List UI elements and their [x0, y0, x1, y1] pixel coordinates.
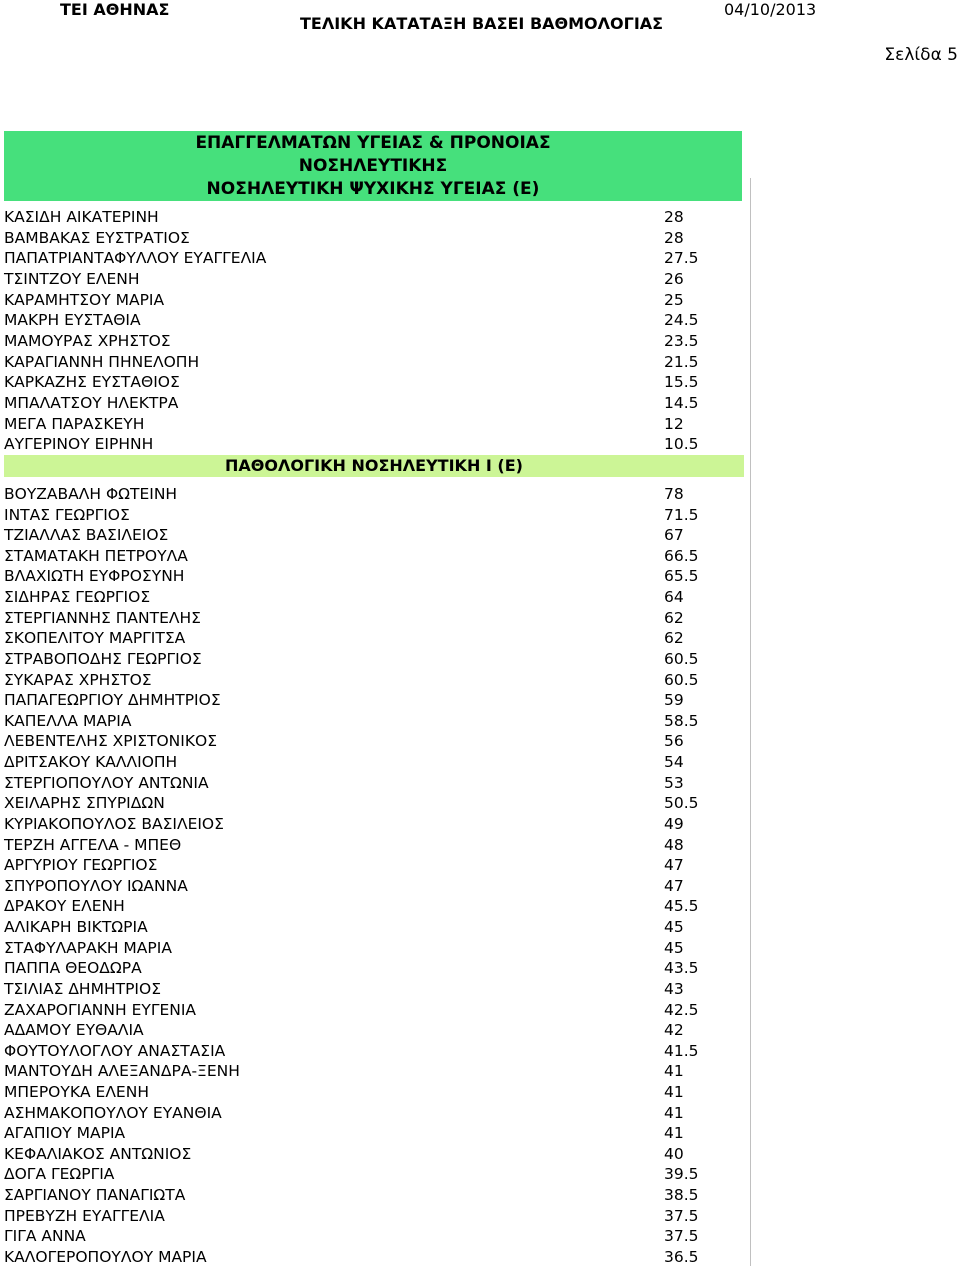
section-heading: ΝΟΣΗΛΕΥΤΙΚΗ ΨΥΧΙΚΗΣ ΥΓΕΙΑΣ (Ε) — [4, 177, 742, 201]
candidate-name: ΑΔΑΜΟΥ ΕΥΘΑΛΙΑ — [4, 1021, 144, 1040]
table-row — [4, 814, 744, 835]
candidate-name: ΙΝΤΑΣ ΓΕΩΡΓΙΟΣ — [4, 505, 130, 524]
candidate-score: 38.5 — [664, 1186, 699, 1205]
table-row — [4, 752, 744, 773]
candidate-score: 37.5 — [664, 1206, 699, 1225]
table-row — [4, 608, 744, 629]
candidate-name: ΔΡΑΚΟΥ ΕΛΕΝΗ — [4, 897, 125, 916]
table-row — [4, 1041, 744, 1062]
table-row — [4, 711, 744, 732]
candidate-name: ΣΤΕΡΓΙΑΝΝΗΣ ΠΑΝΤΕΛΗΣ — [4, 608, 201, 627]
candidate-score: 12 — [664, 414, 684, 433]
candidate-name: ΑΡΓΥΡΙΟΥ ΓΕΩΡΓΙΟΣ — [4, 856, 158, 875]
candidate-score: 42.5 — [664, 1000, 699, 1019]
candidate-name: ΤΣΙΝΤΖΟΥ ΕΛΕΝΗ — [4, 269, 140, 288]
table-row — [4, 1103, 744, 1124]
candidate-score: 21.5 — [664, 352, 699, 371]
candidate-name: ΜΑΜΟΥΡΑΣ ΧΡΗΣΤΟΣ — [4, 331, 171, 350]
table-row — [4, 414, 744, 435]
candidate-name: ΧΕΙΛΑΡΗΣ ΣΠΥΡΙΔΩΝ — [4, 794, 165, 813]
candidate-score: 45 — [664, 918, 684, 937]
candidate-name: ΜΕΓΑ ΠΑΡΑΣΚΕΥΗ — [4, 414, 145, 433]
candidate-score: 47 — [664, 856, 684, 875]
candidate-score: 37.5 — [664, 1227, 699, 1246]
department-heading: ΝΟΣΗΛΕΥΤΙΚΗΣ — [4, 155, 742, 177]
candidate-name: ΣΙΔΗΡΑΣ ΓΕΩΡΓΙΟΣ — [4, 588, 151, 607]
candidate-score: 58.5 — [664, 711, 699, 730]
candidate-score: 66.5 — [664, 546, 699, 565]
candidate-score: 25 — [664, 290, 684, 309]
candidate-name: ΣΤΑΦΥΛΑΡΑΚΗ ΜΑΡΙΑ — [4, 938, 172, 957]
candidate-name: ΜΠΕΡΟΥΚΑ ΕΛΕΝΗ — [4, 1082, 149, 1101]
table-row — [4, 835, 744, 856]
candidate-score: 24.5 — [664, 311, 699, 330]
candidate-name: ΑΣΗΜΑΚΟΠΟΥΛΟΥ ΕΥΑΝΘΙΑ — [4, 1103, 222, 1122]
candidate-score: 14.5 — [664, 393, 699, 412]
table-row — [4, 1185, 744, 1206]
candidate-score: 49 — [664, 814, 684, 833]
candidate-name: ΚΑΛΟΓΕΡΟΠΟΥΛΟΥ ΜΑΡΙΑ — [4, 1247, 207, 1266]
candidate-name: ΚΑΠΕΛΛΑ ΜΑΡΙΑ — [4, 711, 132, 730]
candidate-score: 23.5 — [664, 331, 699, 350]
candidate-score: 41 — [664, 1062, 684, 1081]
candidate-score: 65.5 — [664, 567, 699, 586]
table-row — [4, 207, 744, 228]
table-row — [4, 248, 744, 269]
candidate-name: ΚΥΡΙΑΚΟΠΟΥΛΟΣ ΒΑΣΙΛΕΙΟΣ — [4, 814, 224, 833]
candidate-score: 45.5 — [664, 897, 699, 916]
candidate-name: ΠΑΠΠΑ ΘΕΟΔΩΡΑ — [4, 959, 142, 978]
table-row — [4, 731, 744, 752]
table-row — [4, 1206, 744, 1227]
candidate-score: 43 — [664, 979, 684, 998]
candidate-score: 28 — [664, 208, 684, 226]
candidate-score: 47 — [664, 876, 684, 895]
candidate-name: ΣΤΑΜΑΤΑΚΗ ΠΕΤΡΟΥΛΑ — [4, 546, 188, 565]
table-row — [4, 628, 744, 649]
table-row — [4, 690, 744, 711]
candidate-score: 56 — [664, 732, 684, 751]
table-row — [4, 793, 744, 814]
candidate-name: ΑΛΙΚΑΡΗ ΒΙΚΤΩΡΙΑ — [4, 918, 148, 937]
candidate-name: ΠΑΠΑΤΡΙΑΝΤΑΦΥΛΛΟΥ ΕΥΑΓΓΕΛΙΑ — [4, 249, 267, 268]
section-heading: ΠΑΘΟΛΟΓΙΚΗ ΝΟΣΗΛΕΥΤΙΚΗ Ι (Ε) — [4, 455, 744, 477]
candidate-score: 36.5 — [664, 1247, 699, 1266]
table-row — [4, 505, 744, 526]
candidate-name: ΣΑΡΓΙΑΝΟΥ ΠΑΝΑΓΙΩΤΑ — [4, 1186, 186, 1205]
candidate-score: 41 — [664, 1082, 684, 1101]
candidate-score: 10.5 — [664, 435, 699, 454]
candidate-score: 62 — [664, 608, 684, 627]
table-row — [4, 917, 744, 938]
candidate-score: 50.5 — [664, 794, 699, 813]
candidate-name: ΚΕΦΑΛΙΑΚΟΣ ΑΝΤΩΝΙΟΣ — [4, 1144, 192, 1163]
table-row — [4, 1020, 744, 1041]
candidate-name: ΒΟΥΖΑΒΑΛΗ ΦΩΤΕΙΝΗ — [4, 485, 178, 503]
candidate-name: ΣΚΟΠΕΛΙΤΟΥ ΜΑΡΓΙΤΣΑ — [4, 629, 186, 648]
candidate-score: 45 — [664, 938, 684, 957]
institution-name: ΤΕΙ ΑΘΗΝΑΣ — [60, 0, 170, 19]
table-row — [4, 269, 744, 290]
candidate-name: ΠΑΠΑΓΕΩΡΓΙΟΥ ΔΗΜΗΤΡΙΟΣ — [4, 691, 221, 710]
candidate-name: ΚΑΣΙΔΗ ΑΙΚΑΤΕΡΙΝΗ — [4, 208, 159, 226]
table-row — [4, 1123, 744, 1144]
candidate-name: ΦΟΥΤΟΥΛΟΓΛΟΥ ΑΝΑΣΤΑΣΙΑ — [4, 1041, 226, 1060]
candidate-score: 41 — [664, 1103, 684, 1122]
table-row — [4, 938, 744, 959]
table-row — [4, 228, 744, 249]
table-row — [4, 290, 744, 311]
candidate-name: ΔΟΓΑ ΓΕΩΡΓΙΑ — [4, 1165, 115, 1184]
candidate-score: 27.5 — [664, 249, 699, 268]
table-row — [4, 372, 744, 393]
table-row — [4, 393, 744, 414]
table-row — [4, 855, 744, 876]
table-row — [4, 670, 744, 691]
table-row — [4, 649, 744, 670]
table-row — [4, 1144, 744, 1165]
candidate-score: 48 — [664, 835, 684, 854]
table-row — [4, 566, 744, 587]
candidate-name: ΒΑΜΒΑΚΑΣ ΕΥΣΤΡΑΤΙΟΣ — [4, 228, 190, 247]
table-row — [4, 1226, 744, 1247]
candidate-name: ΣΤΕΡΓΙΟΠΟΥΛΟΥ ΑΝΤΩΝΙΑ — [4, 773, 209, 792]
candidate-score: 67 — [664, 526, 684, 545]
document-date: 04/10/2013 — [724, 0, 817, 19]
table-row — [4, 310, 744, 331]
table-row — [4, 876, 744, 897]
candidate-name: ΤΖΙΑΛΛΑΣ ΒΑΣΙΛΕΙΟΣ — [4, 526, 169, 545]
faculty-heading: ΕΠΑΓΓΕΛΜΑΤΩΝ ΥΓΕΙΑΣ & ΠΡΟΝΟΙΑΣ — [4, 131, 742, 155]
candidate-name: ΖΑΧΑΡΟΓΙΑΝΝΗ ΕΥΓΕΝΙΑ — [4, 1000, 197, 1019]
table-row — [4, 434, 744, 455]
candidate-name: ΒΛΑΧΙΩΤΗ ΕΥΦΡΟΣΥΝΗ — [4, 567, 185, 586]
candidate-name: ΣΤΡΑΒΟΠΟΔΗΣ ΓΕΩΡΓΙΟΣ — [4, 649, 202, 668]
candidate-name: ΣΠΥΡΟΠΟΥΛΟΥ ΙΩΑΝΝΑ — [4, 876, 188, 895]
candidate-score: 62 — [664, 629, 684, 648]
candidate-score: 54 — [664, 753, 684, 772]
candidate-score: 64 — [664, 588, 684, 607]
table-row — [4, 773, 744, 794]
candidate-score: 60.5 — [664, 649, 699, 668]
candidate-name: ΑΥΓΕΡΙΝΟΥ ΕΙΡΗΝΗ — [4, 435, 154, 454]
candidate-name: ΚΑΡΑΓΙΑΝΝΗ ΠΗΝΕΛΟΠΗ — [4, 352, 200, 371]
page-number: Σελίδα 5 — [884, 45, 958, 65]
candidate-score: 41.5 — [664, 1041, 699, 1060]
candidate-name: ΜΠΑΛΑΤΣΟΥ ΗΛΕΚΤΡΑ — [4, 393, 179, 412]
candidate-score: 60.5 — [664, 670, 699, 689]
table-row — [4, 958, 744, 979]
table-row — [4, 1164, 744, 1185]
table-row — [4, 896, 744, 917]
candidate-score: 53 — [664, 773, 684, 792]
document-title: ΤΕΛΙΚΗ ΚΑΤΑΤΑΞΗ ΒΑΣΕΙ ΒΑΘΜΟΛΟΓΙΑΣ — [300, 14, 664, 33]
table-row — [4, 331, 744, 352]
table-row — [4, 1247, 744, 1268]
candidate-name: ΜΑΝΤΟΥΔΗ ΑΛΕΞΑΝΔΡΑ-ΞΕΝΗ — [4, 1062, 240, 1081]
candidate-score: 59 — [664, 691, 684, 710]
candidate-name: ΚΑΡΚΑΖΗΣ ΕΥΣΤΑΘΙΟΣ — [4, 373, 180, 392]
candidate-name: ΔΡΙΤΣΑΚΟΥ ΚΑΛΛΙΟΠΗ — [4, 753, 178, 772]
table-row — [4, 352, 744, 373]
table-row — [4, 1000, 744, 1021]
candidate-score: 43.5 — [664, 959, 699, 978]
candidate-name: ΠΡΕΒΥΖΗ ΕΥΑΓΓΕΛΙΑ — [4, 1206, 165, 1225]
candidate-name: ΤΕΡΖΗ ΑΓΓΕΛΑ - ΜΠΕΘ — [4, 835, 182, 854]
table-row — [4, 484, 744, 505]
table-row — [4, 546, 744, 567]
candidate-name: ΑΓΑΠΙΟΥ ΜΑΡΙΑ — [4, 1124, 126, 1143]
candidate-name: ΣΥΚΑΡΑΣ ΧΡΗΣΤΟΣ — [4, 670, 152, 689]
candidate-name: ΜΑΚΡΗ ΕΥΣΤΑΘΙΑ — [4, 311, 141, 330]
candidate-name: ΤΣΙΛΙΑΣ ΔΗΜΗΤΡΙΟΣ — [4, 979, 161, 998]
candidate-score: 26 — [664, 269, 684, 288]
table-row — [4, 525, 744, 546]
candidate-score: 71.5 — [664, 505, 699, 524]
candidate-name: ΛΕΒΕΝΤΕΛΗΣ ΧΡΙΣΤΟΝΙΚΟΣ — [4, 732, 217, 751]
candidate-name: ΓΙΓΑ ΑΝΝΑ — [4, 1227, 86, 1246]
candidate-score: 39.5 — [664, 1165, 699, 1184]
table-row — [4, 587, 744, 608]
candidate-score: 28 — [664, 228, 684, 247]
candidate-score: 78 — [664, 485, 684, 503]
table-row — [4, 979, 744, 1000]
candidate-score: 41 — [664, 1124, 684, 1143]
candidate-score: 15.5 — [664, 373, 699, 392]
table-row — [4, 1061, 744, 1082]
candidate-score: 40 — [664, 1144, 684, 1163]
candidate-name: ΚΑΡΑΜΗΤΣΟΥ ΜΑΡΙΑ — [4, 290, 165, 309]
table-row — [4, 1082, 744, 1103]
candidate-score: 42 — [664, 1021, 684, 1040]
